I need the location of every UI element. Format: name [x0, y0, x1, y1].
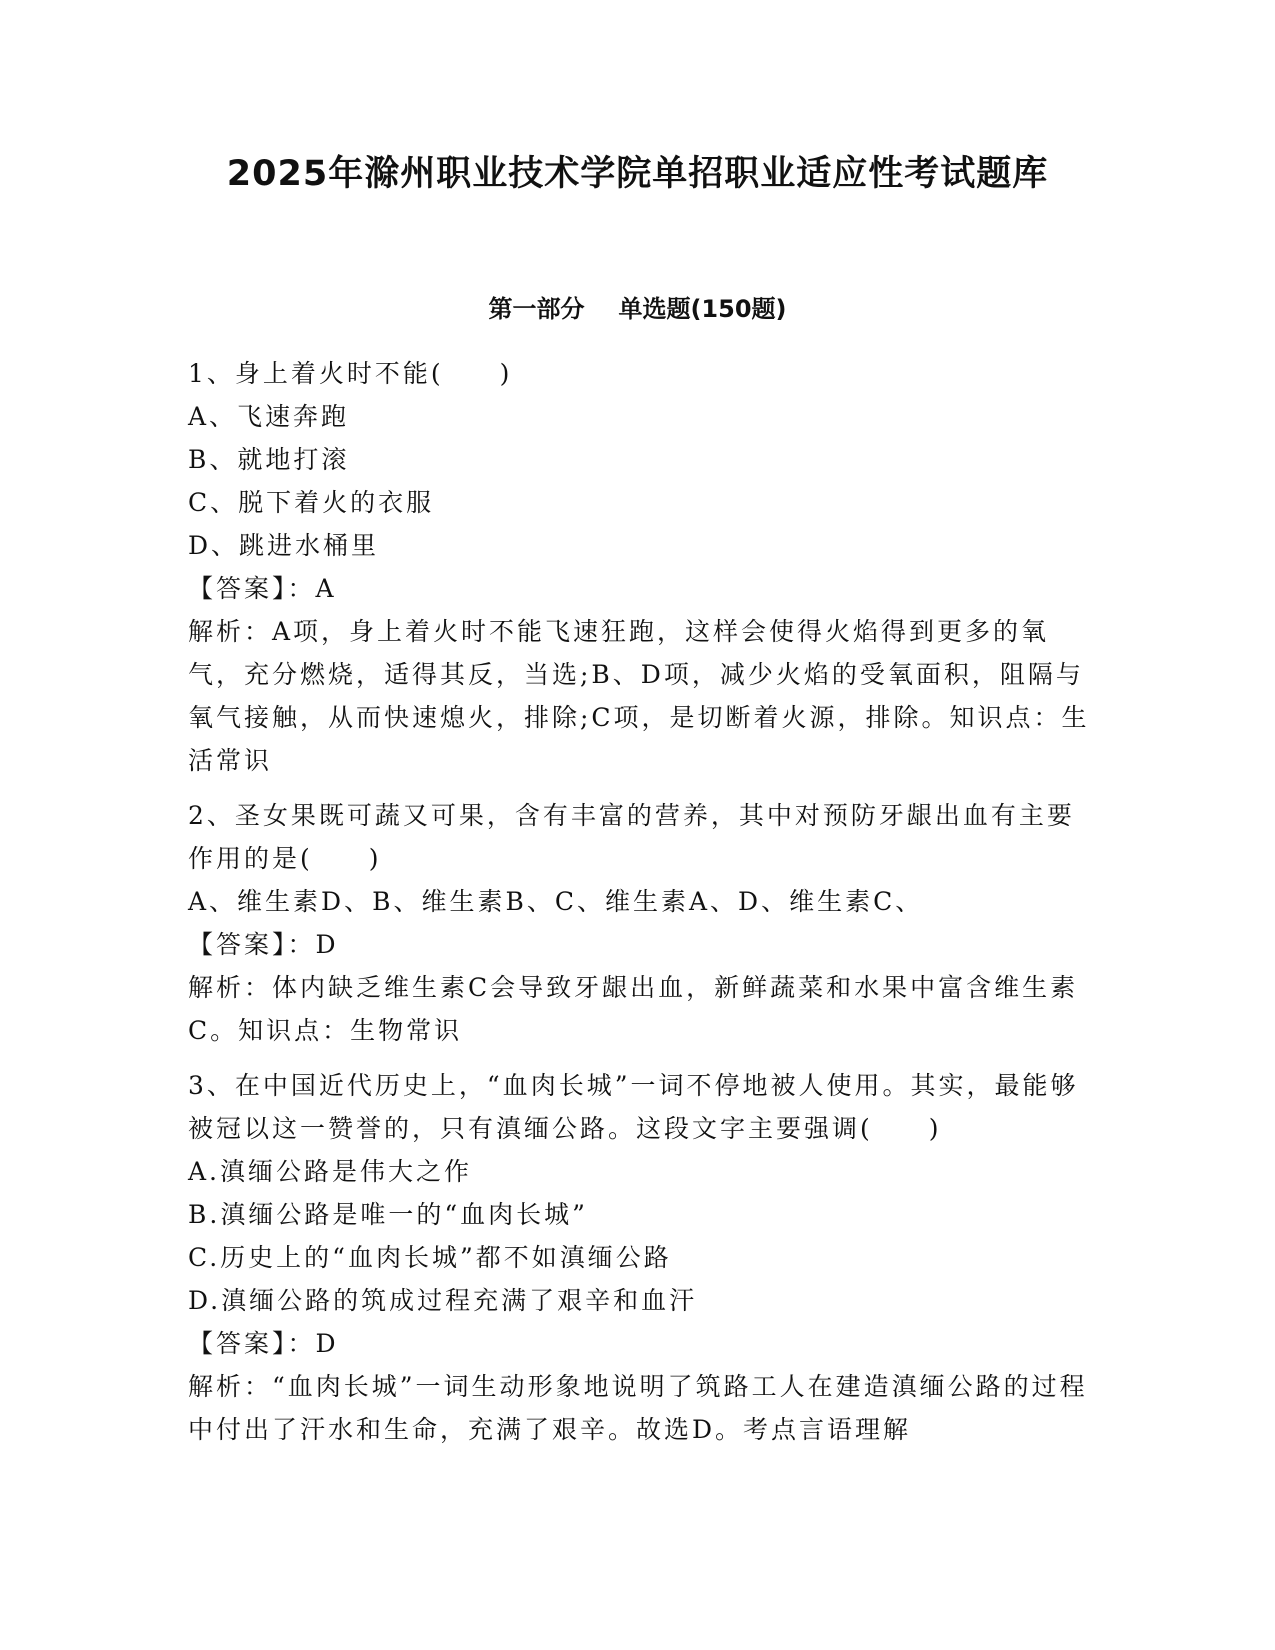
analysis-text: 解析：A项，身上着火时不能飞速狂跑，这样会使得火焰得到更多的氧气，充分燃烧，适得其反，当选;B、D项，减少火焰的受氧面积，阻隔与氧气接触，从而快速熄火，排除;C项，是切断着火源，排除。知识点：生活常识 — [188, 617, 1090, 775]
option-a: A.滇缅公路是伟大之作 — [188, 1157, 473, 1186]
section-heading — [0, 292, 1275, 326]
answer-line: 【答案】：D — [188, 930, 339, 959]
question-stem: 1、身上着火时不能( ) — [188, 359, 513, 388]
option-a: A、飞速奔跑 — [188, 402, 350, 431]
answer-line: 【答案】：D — [188, 1329, 339, 1358]
section-part-label: 第一部分 — [488, 295, 585, 323]
option-d: D、跳进水桶里 — [188, 531, 380, 560]
question-item — [188, 352, 1093, 782]
analysis-text: 解析：体内缺乏维生素C会导致牙龈出血，新鲜蔬菜和水果中富含维生素C。知识点：生物常识 — [188, 973, 1079, 1045]
options-inline: A、维生素D、B、维生素B、C、维生素A、D、维生素C、 — [188, 887, 924, 916]
question-stem: 3、在中国近代历史上，“血肉长城”一词不停地被人使用。其实，最能够被冠以这一赞誉的，只有滇缅公路。这段文字主要强调( ) — [188, 1071, 1079, 1143]
section-name-label: 单选题(150题) — [618, 295, 787, 323]
answer-line: 【答案】：A — [188, 574, 337, 603]
option-b: B.滇缅公路是唯一的“血肉长城” — [188, 1200, 588, 1229]
option-c: C.历史上的“血肉长城”都不如滇缅公路 — [188, 1243, 672, 1272]
option-c: C、脱下着火的衣服 — [188, 488, 435, 517]
question-list — [188, 352, 1093, 1451]
option-d: D.滇缅公路的筑成过程充满了艰辛和血汗 — [188, 1286, 698, 1315]
question-item — [188, 1064, 1093, 1451]
analysis-text: 解析：“血肉长城”一词生动形象地说明了筑路工人在建造滇缅公路的过程中付出了汗水和生命，充满了艰辛。故选D。考点言语理解 — [188, 1372, 1088, 1444]
document-title: 2025年滁州职业技术学院单招职业适应性考试题库 — [226, 154, 1049, 194]
question-item — [188, 794, 1093, 1052]
option-b: B、就地打滚 — [188, 445, 350, 474]
question-stem: 2、圣女果既可蔬又可果，含有丰富的营养，其中对预防牙龈出血有主要作用的是( ) — [188, 801, 1075, 873]
